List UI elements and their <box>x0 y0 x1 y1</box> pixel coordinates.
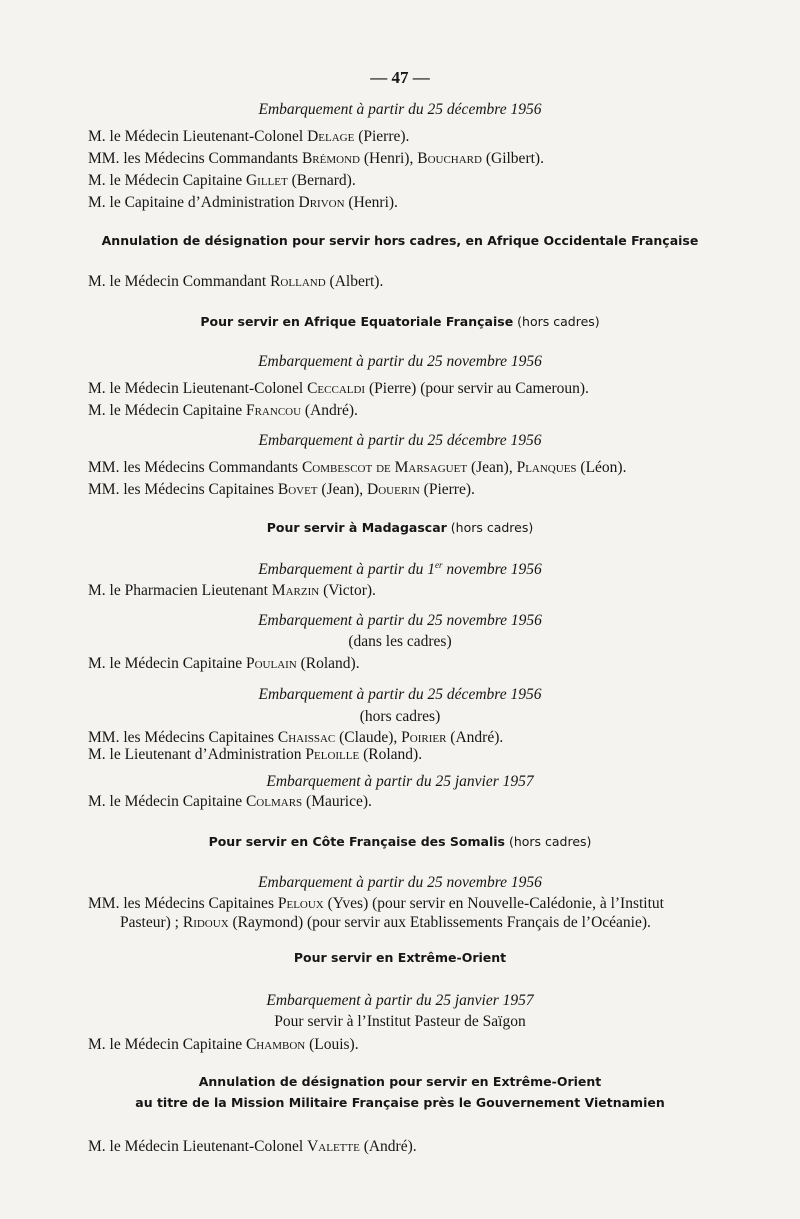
entry-text: (André). <box>301 402 358 419</box>
personnel-entry <box>88 895 664 913</box>
embarkation-date <box>0 686 800 704</box>
entry-text: M. le Médecin Lieutenant-Colonel <box>88 1138 308 1155</box>
heading-suffix: (hors cadres) <box>513 314 600 329</box>
heading-suffix: (hors cadres) <box>504 834 592 849</box>
personnel-entry <box>88 194 398 212</box>
line-text: Embarquement à partir du 25 décembre 1956 <box>258 432 542 449</box>
entry-text: (Yves) (pour servir en Nouvelle-Calédonie, à l’Institut <box>323 895 664 912</box>
section-heading <box>0 1095 800 1111</box>
surname: Drivon <box>298 194 345 211</box>
entry-text: (Henri). <box>344 194 398 211</box>
entry-text: MM. les Médecins Commandants <box>88 459 302 476</box>
entry-text: M. le Médecin Lieutenant-Colonel <box>88 380 308 397</box>
page-number: — 47 — <box>370 68 430 87</box>
heading-suffix: (hors cadres) <box>446 520 534 535</box>
line-text: Embarquement à partir du 25 décembre 1956 <box>258 686 542 703</box>
surname: Planques <box>516 459 577 476</box>
surname: Poulain <box>245 655 297 672</box>
line-text: Embarquement à partir du 25 décembre 1956 <box>258 101 542 118</box>
section-heading <box>0 950 800 966</box>
line-text: novembre 1956 <box>442 561 542 578</box>
entry-text: M. le Médecin Capitaine <box>88 402 246 419</box>
surname: Rolland <box>270 273 326 290</box>
surname: Ceccaldi <box>307 380 366 397</box>
entry-text: (Albert). <box>325 273 384 290</box>
entry-text: (Henri), <box>359 150 418 167</box>
entry-text: (Roland). <box>296 655 360 672</box>
entry-text: M. le Médecin Capitaine <box>88 1036 246 1053</box>
section-heading <box>0 314 800 330</box>
entry-text: MM. les Médecins Capitaines <box>88 729 278 746</box>
entry-text: (Bernard). <box>287 172 356 189</box>
entry-text: (Léon). <box>576 459 627 476</box>
personnel-entry <box>88 1138 417 1156</box>
entry-text: Pasteur) ; <box>120 914 183 931</box>
entry-text: M. le Médecin Capitaine <box>88 793 246 810</box>
line-text: Pour servir en Extrême-Orient <box>293 950 507 965</box>
personnel-entry <box>88 729 503 747</box>
entry-text: M. le Médecin Lieutenant-Colonel <box>88 128 308 145</box>
entry-text: (Pierre). <box>354 128 410 145</box>
personnel-entry <box>88 793 372 811</box>
entry-text: M. le Médecin Capitaine <box>88 655 246 672</box>
personnel-entry <box>88 273 383 291</box>
personnel-entry <box>88 128 409 146</box>
surname: Francou <box>245 402 302 419</box>
embarkation-date <box>0 561 800 579</box>
superscript: er <box>435 559 443 570</box>
line-text: Annulation de désignation pour servir en Extrême-Orient <box>198 1074 602 1089</box>
personnel-entry <box>88 655 360 673</box>
embarkation-date <box>0 101 800 119</box>
entry-text: M. le Capitaine d’Administration <box>88 194 299 211</box>
surname: Delage <box>307 128 355 145</box>
line-text: Embarquement à partir du 25 novembre 1956 <box>258 874 542 891</box>
embarkation-date <box>0 773 800 791</box>
line-text: Annulation de désignation pour servir hors cadres, en Afrique Occidentale Française <box>101 233 699 248</box>
line-text: (hors cadres) <box>359 708 441 725</box>
surname: Gillet <box>245 172 288 189</box>
line-text: Embarquement à partir du 1 <box>258 561 435 578</box>
entry-text: (André). <box>359 1138 417 1155</box>
personnel-entry <box>88 481 475 499</box>
entry-text: (Raymond) (pour servir aux Etablissements Français de l’Océanie). <box>228 914 651 931</box>
surname: Bouchard <box>417 150 482 167</box>
surname: Chambon <box>245 1036 306 1053</box>
surname: Ridoux <box>182 914 229 931</box>
embarkation-date <box>0 992 800 1010</box>
embarkation-date <box>0 874 800 892</box>
entry-text: M. le Médecin Commandant <box>88 273 271 290</box>
entry-text: MM. les Médecins Capitaines <box>88 481 278 498</box>
embarkation-date <box>0 432 800 450</box>
surname: Peloux <box>277 895 324 912</box>
surname: Douerin <box>367 481 420 498</box>
entry-text: (Jean), <box>317 481 368 498</box>
section-heading <box>0 233 800 249</box>
entry-text: (Jean), <box>467 459 517 476</box>
line-text: au titre de la Mission Militaire Française près le Gouvernement Vietnamien <box>135 1095 665 1110</box>
entry-text: (Victor). <box>319 582 376 599</box>
entry-text: (Gilbert). <box>481 150 544 167</box>
line-text: Pour servir à Madagascar <box>266 520 447 535</box>
line-text: Embarquement à partir du 25 janvier 1957 <box>266 773 534 790</box>
surname: Marzin <box>271 582 320 599</box>
line-text: Pour servir à l’Institut Pasteur de Saïgon <box>274 1013 526 1030</box>
surname: Brémond <box>301 150 360 167</box>
entry-text: MM. les Médecins Commandants <box>88 150 302 167</box>
personnel-entry <box>88 1036 359 1054</box>
surname: Combescot de Marsaguet <box>301 459 468 476</box>
personnel-entry <box>88 582 376 600</box>
entry-text: M. le Médecin Capitaine <box>88 172 246 189</box>
surname: Peloille <box>305 746 360 763</box>
entry-text: (Claude), <box>335 729 402 746</box>
personnel-entry <box>88 459 626 477</box>
entry-continuation <box>120 914 651 932</box>
line-text: Embarquement à partir du 25 novembre 1956 <box>258 353 542 370</box>
line-text: Embarquement à partir du 25 novembre 1956 <box>258 612 542 629</box>
surname: Colmars <box>245 793 303 810</box>
entry-text: MM. les Médecins Capitaines <box>88 895 278 912</box>
personnel-entry <box>88 402 358 420</box>
entry-text: (Maurice). <box>302 793 372 810</box>
personnel-entry <box>88 746 422 764</box>
line-text: (dans les cadres) <box>348 633 452 650</box>
section-heading <box>0 834 800 850</box>
entry-text: M. le Pharmacien Lieutenant <box>88 582 272 599</box>
personnel-entry <box>88 150 544 168</box>
entry-text: (Pierre) (pour servir au Cameroun). <box>365 380 589 397</box>
surname: Chaissac <box>277 729 336 746</box>
personnel-entry <box>88 172 356 190</box>
section-note <box>0 1013 800 1031</box>
surname: Poirier <box>401 729 447 746</box>
surname: Valette <box>307 1138 360 1155</box>
entry-text: (Roland). <box>359 746 423 763</box>
line-text: Pour servir en Afrique Equatoriale Française <box>200 314 514 329</box>
line-text: Pour servir en Côte Française des Somalis <box>208 834 505 849</box>
section-heading <box>0 1074 800 1090</box>
embarkation-date <box>0 353 800 371</box>
entry-text: (André). <box>446 729 504 746</box>
entry-text: (Louis). <box>305 1036 359 1053</box>
surname: Bovet <box>277 481 318 498</box>
section-heading <box>0 520 800 536</box>
personnel-entry <box>88 380 589 398</box>
section-note <box>0 708 800 726</box>
embarkation-date <box>0 612 800 630</box>
entry-text: (Pierre). <box>419 481 475 498</box>
entry-text: M. le Lieutenant d’Administration <box>88 746 306 763</box>
section-note <box>0 633 800 651</box>
line-text: Embarquement à partir du 25 janvier 1957 <box>266 992 534 1009</box>
